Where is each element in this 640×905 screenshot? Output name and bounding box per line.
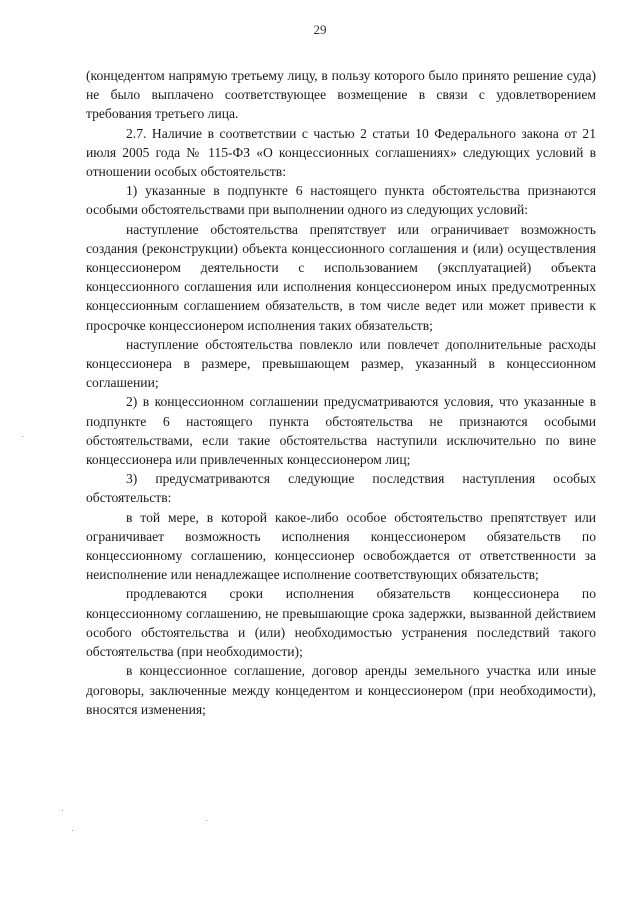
document-body xyxy=(86,66,596,719)
paragraph-condition-a: наступление обстоятельства препятствует или ограничивает возможность создания (реконструкции) объекта концессионного соглашения и (или) осуществления концессионером деятельности с использованием (эксплуатацией) объекта концессионного соглашения или исполнения концессионером иных предусмотренных концессионным соглашением обязательств, в том числе ведет или может привести к просрочке концессионером исполнения таких обязательств; xyxy=(86,221,596,333)
paragraph-item-2: 2) в концессионном соглашении предусматриваются условия, что указанные в подпункте 6 настоящего пункта обстоятельства не признаются особыми обстоятельствами, если такие обстоятельства наступили исключительно по вине концессионера или привлеченных концессионером лиц; xyxy=(86,394,596,468)
page-number: 29 xyxy=(313,22,327,37)
paragraph-consequence-b: продлеваются сроки исполнения обязательств концессионера по концессионному соглашению, не превышающие срока задержки, вызванной действием особого обстоятельства и (или) необходимостью устранения последствий такого обстоятельства (при необходимости); xyxy=(86,586,596,660)
paragraph-condition-b: наступление обстоятельства повлекло или повлечет дополнительные расходы концессионера в размере, превышающем размер, указанный в концессионном соглашении; xyxy=(86,336,596,391)
scan-speck xyxy=(22,436,23,437)
paragraph-item-1: 1) указанные в подпункте 6 настоящего пункта обстоятельства признаются особыми обстоятельствами при выполнении одного из следующих условий: xyxy=(86,183,596,218)
scan-speck xyxy=(62,810,63,811)
paragraph-consequence-c: в концессионное соглашение, договор аренды земельного участка или иные договоры, заключенные между концедентом и концессионером (при необходимости), вносятся изменения; xyxy=(86,663,596,717)
paragraph-item-3: 3) предусматриваются следующие последствия наступления особых обстоятельств: xyxy=(86,471,596,506)
paragraph-continuation: (концедентом напрямую третьему лицу, в пользу которого было принято решение суда) не было выплачено соответствующее возмещение в связи с удовлетворением требования третьего лица. xyxy=(86,68,596,122)
paragraph-section-2-7: 2.7. Наличие в соответствии с частью 2 статьи 10 Федерального закона от 21 июля 2005 года № 115-ФЗ «О концессионных соглашениях» следующих условий в отношении особых обстоятельств: xyxy=(86,125,596,180)
paragraph-consequence-a: в той мере, в которой какое-либо особое обстоятельство препятствует или ограничивает возможность исполнения концессионером обязательств по концессионному соглашению, концессионер освобождается от ответственности за неисполнение или ненадлежащее исполнение соответствующих обязательств; xyxy=(86,509,596,583)
scan-speck xyxy=(72,830,73,831)
scan-speck xyxy=(206,820,207,821)
